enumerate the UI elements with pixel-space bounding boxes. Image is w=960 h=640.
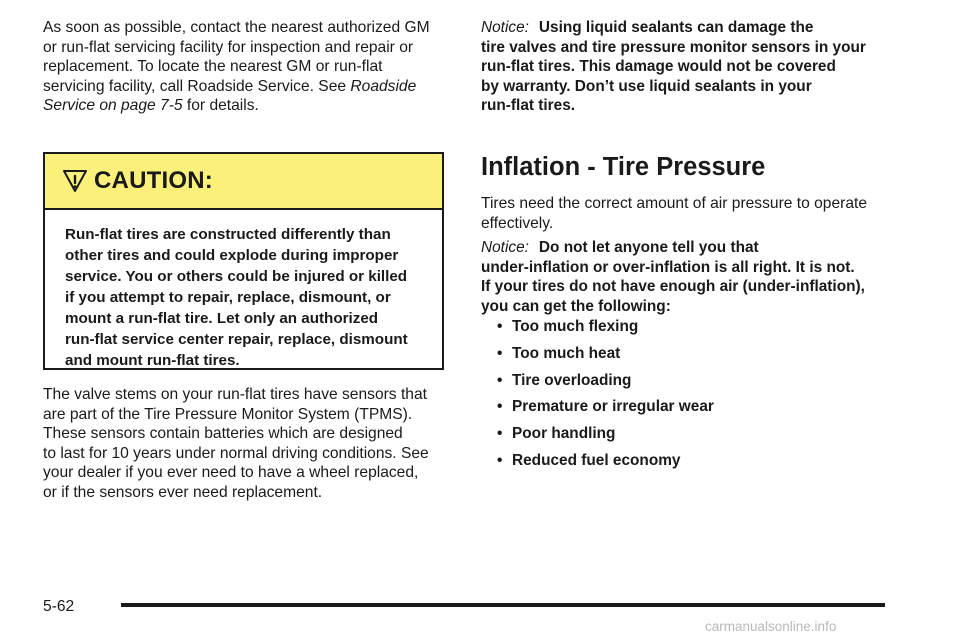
intro-line-text: servicing facility, call Roadside Service. See — [43, 77, 351, 95]
notice-line: run-flat tires. — [481, 97, 576, 114]
notice-line — [481, 238, 865, 258]
bullet-icon: • — [497, 425, 503, 443]
footer-divider — [121, 603, 885, 607]
notice-text: Do not let anyone tell you that — [538, 239, 759, 256]
page-number: 5-62 — [43, 598, 75, 615]
list-item-text: Tire overloading — [512, 371, 632, 389]
caution-line: other tires and could explode during improper — [65, 247, 399, 264]
tires-line: effectively. — [481, 214, 554, 232]
notice-line: you can get the following: — [481, 297, 671, 315]
caution-line: Run-flat tires are constructed differently than — [65, 226, 391, 243]
tires-line: Tires need the correct amount of air pressure to operate — [481, 195, 867, 212]
sensors-paragraph — [43, 385, 429, 502]
consequences-list — [497, 318, 714, 479]
caution-line: and mount run-flat tires. — [65, 352, 240, 369]
list-item — [497, 318, 714, 345]
notice-line: If your tires do not have enough air (under-inflation), — [481, 278, 865, 295]
list-item-text: Too much flexing — [512, 318, 639, 335]
list-item — [497, 398, 714, 425]
left-column — [43, 18, 447, 116]
sensors-line: These sensors contain batteries which are designed — [43, 425, 403, 442]
caution-header — [45, 154, 442, 210]
caution-line: service. You or others could be injured or killed — [65, 268, 408, 285]
bullet-icon: • — [497, 371, 503, 389]
list-item-text: Too much heat — [512, 344, 621, 362]
sealant-notice — [481, 18, 921, 116]
tires-paragraph — [481, 194, 867, 233]
list-item — [497, 345, 714, 372]
intro-line: or run-flat servicing facility for inspection and repair or — [43, 38, 414, 56]
intro-line-text: for details. — [182, 97, 259, 114]
sensors-line: to last for 10 years under normal driving conditions. See — [43, 444, 429, 462]
caution-line: run-flat service center repair, replace, dismount — [65, 331, 408, 348]
warning-triangle-icon — [62, 168, 88, 194]
notice-text: Using liquid sealants can damage the — [538, 19, 814, 36]
list-item — [497, 425, 714, 452]
caution-text — [45, 210, 442, 371]
section-heading: Inflation - Tire Pressure — [481, 153, 766, 181]
notice-line: under-inflation or over-inflation is all right. It is not. — [481, 258, 855, 276]
list-item-text: Premature or irregular wear — [512, 398, 714, 416]
caution-line: if you attempt to repair, replace, dismount, or — [65, 289, 391, 306]
list-item — [497, 452, 714, 479]
sensors-line: your dealer if you ever need to have a wheel replaced, — [43, 464, 419, 481]
caution-box — [43, 152, 444, 370]
notice-line: run-flat tires. This damage would not be covered — [481, 58, 836, 75]
bullet-icon: • — [497, 318, 503, 335]
watermark: carmanualsonline.info — [705, 619, 837, 634]
list-item-text: Reduced fuel economy — [512, 451, 681, 469]
intro-paragraph — [43, 18, 447, 116]
bullet-icon: • — [497, 451, 503, 469]
list-item — [497, 372, 714, 399]
sensors-line: are part of the Tire Pressure Monitor System (TPMS). — [43, 405, 413, 423]
notice-line: tire valves and tire pressure monitor sensors in your — [481, 38, 866, 56]
caution-title: CAUTION: — [94, 167, 213, 194]
inflation-notice — [481, 238, 865, 316]
notice-line — [481, 18, 921, 38]
sensors-line: The valve stems on your run-flat tires have sensors that — [43, 386, 427, 403]
roadside-service-link[interactable]: Roadside — [350, 77, 417, 95]
bullet-icon: • — [497, 398, 503, 416]
notice-line: by warranty. Don’t use liquid sealants in your — [481, 77, 812, 95]
intro-line: As soon as possible, contact the nearest authorized GM — [43, 19, 430, 36]
intro-line — [43, 77, 447, 97]
list-item-text: Poor handling — [512, 425, 616, 443]
sensors-line: or if the sensors ever need replacement. — [43, 483, 323, 501]
intro-line — [43, 96, 447, 116]
roadside-service-link-cont[interactable]: Service on page 7-5 — [43, 97, 183, 114]
caution-line: mount a run-flat tire. Let only an authorized — [65, 310, 379, 327]
intro-line: replacement. To locate the nearest GM or run-flat — [43, 58, 383, 75]
notice-label: Notice: — [481, 19, 529, 36]
notice-label: Notice: — [481, 239, 529, 256]
bullet-icon: • — [497, 344, 503, 362]
